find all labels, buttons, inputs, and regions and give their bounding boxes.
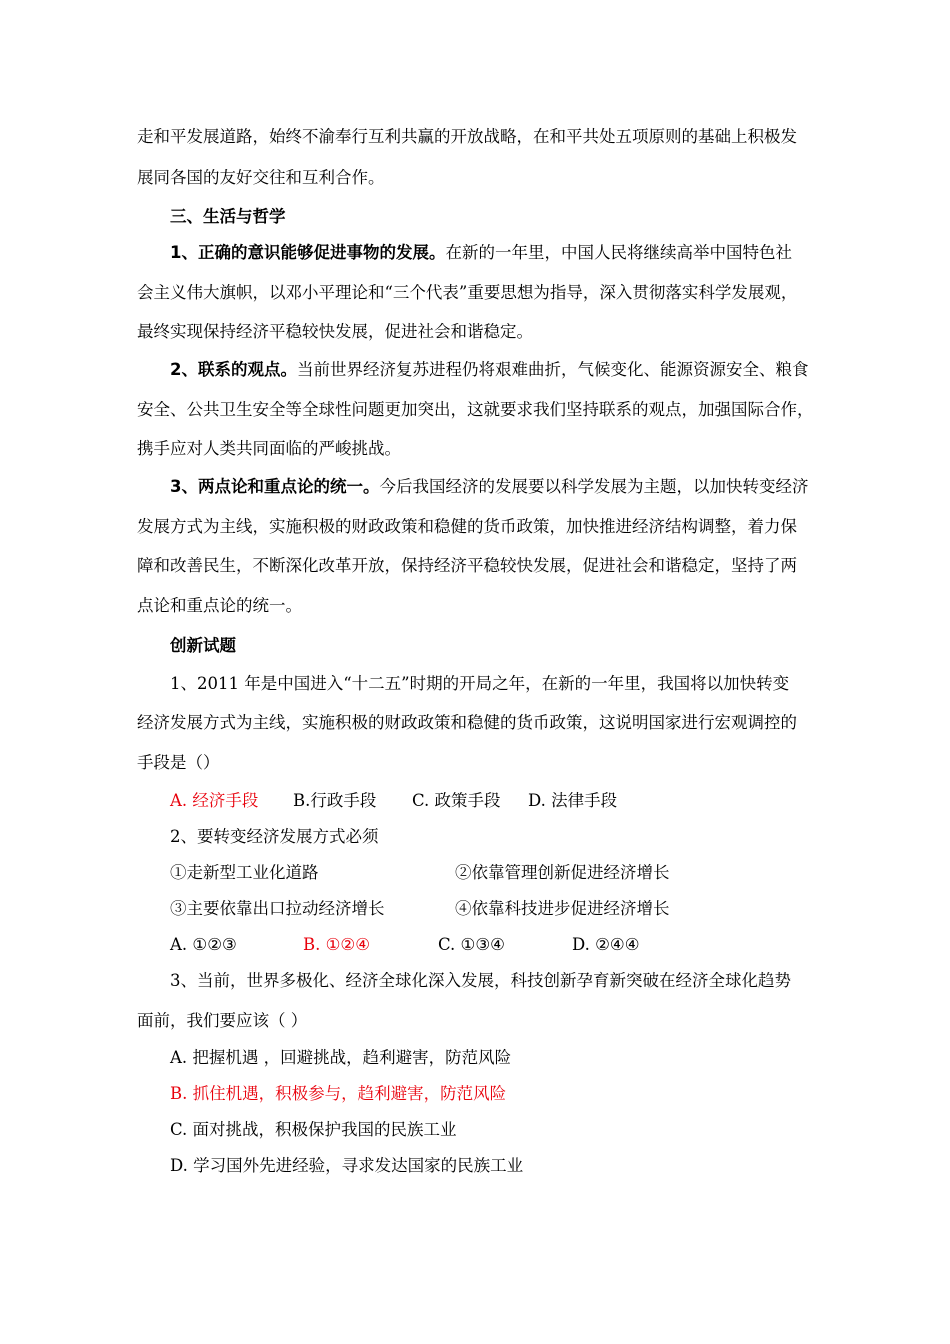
- q2-option-b: B. ①②④: [303, 935, 370, 954]
- innovation-heading: 创新试题: [170, 636, 236, 655]
- q1-option-b: B.行政手段: [293, 791, 377, 810]
- intro-line-1: 走和平发展道路，始终不渝奉行互利共赢的开放战略，在和平共处五项原则的基础上积极发: [137, 127, 797, 146]
- paragraph-3-line-2: 发展方式为主线，实施积极的财政政策和稳健的货币政策，加快推进经济结构调整，着力保: [137, 517, 797, 536]
- q1-line-3: 手段是（）: [137, 753, 220, 772]
- paragraph-2-line-1: 2、联系的观点。当前世界经济复苏进程仍将艰难曲折，气候变化、能源资源安全、粮食: [170, 360, 809, 379]
- section-heading: 三、生活与哲学: [170, 207, 286, 226]
- q2-option-a: A. ①②③: [170, 935, 237, 954]
- q1-line-1: 1、2011 年是中国进入“十二五”时期的开局之年，在新的一年里，我国将以加快转变: [170, 674, 790, 693]
- paragraph-1-line-3: 最终实现保持经济平稳较快发展，促进社会和谐稳定。: [137, 322, 533, 341]
- q1-line-2: 经济发展方式为主线，实施积极的财政政策和稳健的货币政策，这说明国家进行宏观调控的: [137, 713, 797, 732]
- paragraph-2-lead: 2、联系的观点。: [170, 360, 297, 379]
- q1-option-d: D. 法律手段: [528, 791, 618, 810]
- intro-line-2: 展同各国的友好交往和互利合作。: [137, 168, 385, 187]
- paragraph-2-line-3: 携手应对人类共同面临的严峻挑战。: [137, 439, 401, 458]
- paragraph-3-lead: 3、两点论和重点论的统一。: [170, 477, 380, 496]
- q3-line-2: 面前，我们要应该（ ）: [137, 1011, 308, 1030]
- q2-option-d: D. ②④④: [572, 935, 640, 954]
- q1-option-c: C. 政策手段: [412, 791, 501, 810]
- q3-option-d: D. 学习国外先进经验，寻求发达国家的民族工业: [170, 1156, 524, 1175]
- paragraph-3-line-4: 点论和重点论的统一。: [137, 596, 302, 615]
- q2-statement-1: ①走新型工业化道路: [170, 863, 319, 882]
- q3-option-a: A. 把握机遇 ，回避挑战，趋利避害，防范风险: [170, 1048, 512, 1067]
- paragraph-1-line-1: 1、正确的意识能够促进事物的发展。在新的一年里，中国人民将继续高举中国特色社: [170, 243, 792, 262]
- paragraph-1-lead: 1、正确的意识能够促进事物的发展。: [170, 243, 446, 262]
- q1-option-a: A. 经济手段: [170, 791, 259, 810]
- q2-statement-2: ②依靠管理创新促进经济增长: [455, 863, 670, 882]
- q3-line-1: 3、当前，世界多极化、经济全球化深入发展，科技创新孕育新突破在经济全球化趋势: [170, 971, 791, 990]
- paragraph-1-line-2: 会主义伟大旗帜，以邓小平理论和“三个代表”重要思想为指导，深入贯彻落实科学发展观，: [137, 283, 798, 302]
- paragraph-2-line-2: 安全、公共卫生安全等全球性问题更加突出，这就要求我们坚持联系的观点，加强国际合作，: [137, 400, 814, 419]
- q3-option-b: B. 抓住机遇，积极参与，趋利避害，防范风险: [170, 1084, 507, 1103]
- q2-statement-3: ③主要依靠出口拉动经济增长: [170, 899, 385, 918]
- q3-option-c: C. 面对挑战，积极保护我国的民族工业: [170, 1120, 457, 1139]
- q2-statement-4: ④依靠科技进步促进经济增长: [455, 899, 670, 918]
- paragraph-3-line-1: 3、两点论和重点论的统一。今后我国经济的发展要以科学发展为主题，以加快转变经济: [170, 477, 809, 496]
- q2-option-c: C. ①③④: [438, 935, 505, 954]
- paragraph-3-line-3: 障和改善民生，不断深化改革开放，保持经济平稳较快发展，促进社会和谐稳定，坚持了两: [137, 556, 797, 575]
- q2-stem: 2、要转变经济发展方式必须: [170, 827, 379, 846]
